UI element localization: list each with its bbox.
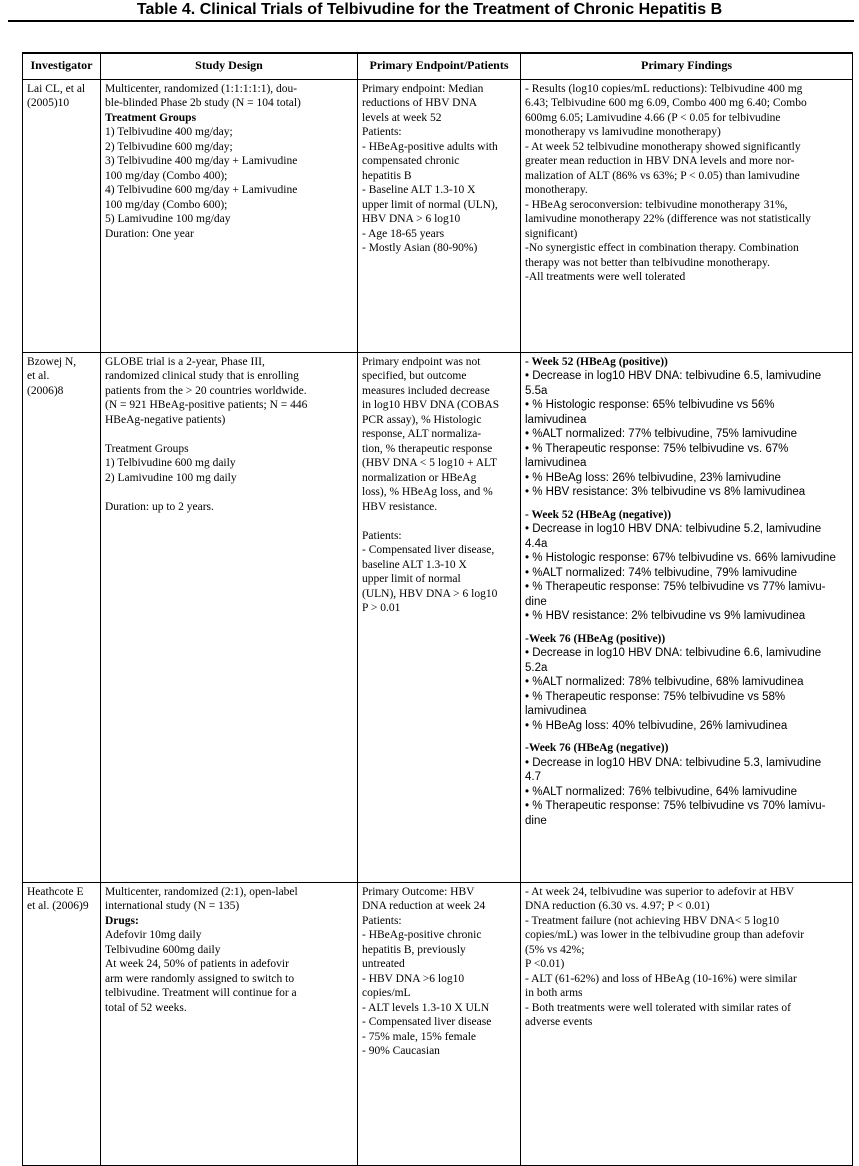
header-row (23, 53, 853, 79)
title-underline (8, 20, 854, 22)
findings-line: -No synergistic effect in combination therapy. Combination (525, 242, 799, 254)
findings-line: therapy was not better than telbivudine monotherapy. (525, 256, 770, 269)
design-line: Multicenter, randomized (1:1:1:1:1), dou- (105, 82, 298, 95)
design-line: 3) Telbivudine 400 mg/day + Lamivudine (105, 155, 298, 167)
findings-line: 5.5a (525, 384, 548, 397)
findings-line: 5.2a (525, 661, 548, 674)
endpoint-line: HBV resistance. (362, 500, 438, 513)
design-line: international study (N = 135) (105, 900, 240, 912)
endpoint-line: - Compensated liver disease, (362, 544, 495, 556)
design-line: GLOBE trial is a 2-year, Phase III, (105, 355, 265, 368)
endpoint-line: loss), % HBeAg loss, and % (362, 486, 493, 498)
investigator-line: et al. (27, 370, 50, 382)
findings-line: dine (525, 595, 547, 608)
endpoint-line: - Mostly Asian (80-90%) (362, 242, 478, 254)
design-line: Multicenter, randomized (2:1), open-label (105, 885, 298, 898)
design-line: arm were randomly assigned to switch to (105, 972, 295, 985)
findings-line: • %ALT normalized: 78% telbivudine, 68% lamivudinea (525, 676, 804, 688)
endpoint-line: - HBeAg-positive adults with (362, 140, 498, 153)
clinical-trials-table (22, 52, 853, 1166)
findings-line (525, 624, 848, 632)
design-line: Treatment Groups (105, 442, 189, 455)
findings-line (525, 500, 848, 508)
endpoint-line: measures included decrease (362, 384, 490, 397)
cell-findings (521, 882, 853, 1165)
endpoint-line: compensated chronic (362, 155, 460, 167)
cell-endpoint (358, 882, 521, 1165)
findings-line: - At week 24, telbivudine was superior to adefovir at HBV (525, 885, 795, 898)
findings-line: • %ALT normalized: 74% telbivudine, 79% lamivudine (525, 566, 798, 579)
table-row (23, 79, 853, 352)
findings-line: 600mg 6.05; Lamivudine 4.66 (P < 0.05 for telbivudine (525, 111, 781, 124)
findings-line: • % Histologic response: 67% telbivudine vs. 66% lamivudine (525, 552, 836, 564)
endpoint-line: hepatitis B, previously (362, 943, 466, 956)
endpoint-line: Patients: (362, 914, 402, 927)
design-line (105, 485, 353, 500)
endpoint-line: P > 0.01 (362, 602, 401, 614)
findings-line: -Week 76 (HBeAg (positive)) (525, 632, 666, 645)
investigator-line: et al. (2006)9 (27, 900, 89, 912)
design-line: Treatment Groups (105, 111, 197, 124)
findings-line: - Week 52 (HBeAg (negative)) (525, 508, 672, 521)
findings-line: - Results (log10 copies/mL reductions): Telbivudine 400 mg (525, 82, 803, 95)
findings-line: -All treatments were well tolerated (525, 271, 686, 283)
endpoint-line: - HBeAg-positive chronic (362, 929, 482, 941)
design-line: Duration: One year (105, 227, 194, 240)
endpoint-line: untreated (362, 958, 405, 970)
endpoint-line: Patients: (362, 126, 402, 138)
findings-line: 4.7 (525, 771, 541, 783)
design-line: Drugs: (105, 914, 139, 927)
header-investigator: Investigator (23, 53, 101, 79)
cell-design (101, 79, 358, 352)
findings-line: • Decrease in log10 HBV DNA: telbivudine 5.3, lamivudine (525, 756, 822, 769)
findings-line: - Week 52 (HBeAg (positive)) (525, 355, 668, 368)
endpoint-line: in log10 HBV DNA (COBAS (362, 399, 500, 411)
findings-line: significant) (525, 227, 578, 240)
findings-line: lamivudine monotherapy 22% (difference was not statistically (525, 213, 811, 225)
design-line: 2) Telbivudine 600 mg/day; (105, 140, 233, 153)
investigator-line: (2006)8 (27, 384, 64, 397)
header-study-design: Study Design (101, 53, 358, 79)
findings-line: DNA reduction (6.30 vs. 4.97; P < 0.01) (525, 900, 710, 912)
design-line: 1) Telbivudine 600 mg daily (105, 457, 236, 469)
findings-line: monotherapy. (525, 184, 588, 196)
design-line: 4) Telbivudine 600 mg/day + Lamivudine (105, 184, 298, 196)
findings-line: • % Therapeutic response: 75% telbivudine vs. 67% (525, 442, 789, 455)
design-line: 1) Telbivudine 400 mg/day; (105, 126, 233, 138)
endpoint-line: reductions of HBV DNA (362, 97, 478, 109)
endpoint-line: copies/mL (362, 987, 411, 999)
endpoint-line: Patients: (362, 529, 402, 542)
cell-findings (521, 79, 853, 352)
findings-line: - Treatment failure (not achieving HBV DNA< 5 log10 (525, 914, 780, 927)
design-line: 2) Lamivudine 100 mg daily (105, 471, 237, 484)
endpoint-line: - 90% Caucasian (362, 1045, 440, 1057)
findings-line: • % Therapeutic response: 75% telbivudine vs 70% lamivu- (525, 800, 826, 812)
findings-line: • % Histologic response: 65% telbivudine vs 56% (525, 399, 775, 411)
endpoint-line: baseline ALT 1.3-10 X (362, 558, 467, 571)
findings-line: • %ALT normalized: 76% telbivudine, 64% lamivudine (525, 785, 798, 798)
findings-line: monotherapy vs lamivudine monotherapy) (525, 126, 721, 138)
findings-line: malization of ALT (86% vs 63%; P < 0.05) than lamivudine (525, 169, 800, 182)
findings-line: lamivudinea (525, 705, 587, 717)
findings-line: 4.4a (525, 537, 548, 550)
findings-line: adverse events (525, 1016, 593, 1028)
endpoint-line: Primary Outcome: HBV (362, 885, 475, 898)
findings-line: lamivudinea (525, 457, 587, 469)
investigator-line: Lai CL, et al (27, 82, 86, 95)
endpoint-line: tion, % therapeutic response (362, 442, 493, 455)
endpoint-line: PCR assay), % Histologic (362, 413, 482, 426)
findings-line: greater mean reduction in HBV DNA levels and more nor- (525, 155, 795, 167)
endpoint-line: - Compensated liver disease (362, 1016, 492, 1028)
header-primary-findings: Primary Findings (521, 53, 853, 79)
endpoint-line: - Baseline ALT 1.3-10 X (362, 184, 476, 196)
findings-line: lamivudinea (525, 413, 587, 426)
design-line: total of 52 weeks. (105, 1001, 187, 1014)
endpoint-line: levels at week 52 (362, 111, 442, 124)
findings-line: - At week 52 telbivudine monotherapy showed significantly (525, 140, 801, 153)
endpoint-line: hepatitis B (362, 169, 412, 182)
design-line: (N = 921 HBeAg-positive patients; N = 446 (105, 399, 308, 411)
findings-line: • Decrease in log10 HBV DNA: telbivudine 6.5, lamivudine (525, 370, 822, 382)
design-line (105, 427, 353, 442)
endpoint-line: normalization or HBeAg (362, 471, 477, 484)
endpoint-line: Primary endpoint: Median (362, 82, 484, 95)
cell-investigator (23, 882, 101, 1165)
findings-line: copies/mL) was lower in the telbivudine group than adefovir (525, 929, 805, 941)
design-line: Duration: up to 2 years. (105, 500, 214, 513)
findings-line: P <0.01) (525, 958, 565, 970)
findings-line: • % HBeAg loss: 26% telbivudine, 23% lamivudine (525, 471, 781, 484)
endpoint-line: HBV DNA > 6 log10 (362, 213, 461, 225)
findings-line: • Decrease in log10 HBV DNA: telbivudine 5.2, lamivudine (525, 523, 822, 535)
endpoint-line: response, ALT normaliza- (362, 428, 482, 440)
findings-line: dine (525, 814, 547, 827)
cell-endpoint (358, 352, 521, 882)
findings-line: • %ALT normalized: 77% telbivudine, 75% lamivudine (525, 428, 798, 440)
cell-investigator (23, 352, 101, 882)
cell-endpoint (358, 79, 521, 352)
endpoint-line: Primary endpoint was not (362, 355, 481, 368)
findings-line: 6.43; Telbivudine 600 mg 6.09, Combo 400 mg 6.40; Combo (525, 97, 807, 109)
findings-line: in both arms (525, 987, 583, 999)
endpoint-line: - Age 18-65 years (362, 227, 445, 240)
design-line: Adefovir 10mg daily (105, 929, 202, 941)
design-line: patients from the > 20 countries worldwide. (105, 384, 307, 397)
findings-line: • % Therapeutic response: 75% telbivudine vs 58% (525, 690, 786, 703)
endpoint-line: - 75% male, 15% female (362, 1030, 476, 1043)
findings-line: • Decrease in log10 HBV DNA: telbivudine 6.6, lamivudine (525, 647, 822, 659)
design-line: 100 mg/day (Combo 400); (105, 169, 228, 182)
findings-line: - Both treatments were well tolerated with similar rates of (525, 1001, 792, 1014)
table-row (23, 882, 853, 1165)
table-row (23, 352, 853, 882)
endpoint-line: upper limit of normal (ULN), (362, 198, 498, 211)
endpoint-line: specified, but outcome (362, 370, 467, 382)
endpoint-line: - HBV DNA >6 log10 (362, 972, 465, 985)
findings-line: • % HBV resistance: 3% telbivudine vs 8% lamivudinea (525, 486, 806, 498)
investigator-line: Bzowej N, (27, 355, 77, 368)
findings-line: • % HBV resistance: 2% telbivudine vs 9% lamivudinea (525, 610, 806, 622)
design-line: ble-blinded Phase 2b study (N = 104 total) (105, 97, 301, 109)
findings-line: • % Therapeutic response: 75% telbivudine vs 77% lamivu- (525, 581, 826, 593)
design-line: 5) Lamivudine 100 mg/day (105, 213, 231, 225)
design-line: Telbivudine 600mg daily (105, 943, 221, 956)
design-line: At week 24, 50% of patients in adefovir (105, 958, 289, 970)
investigator-line: (2005)10 (27, 97, 70, 109)
table-title: Table 4. Clinical Trials of Telbivudine for the Treatment of Chronic Hepatitis B (136, 1, 723, 18)
endpoint-line: (ULN), HBV DNA > 6 log10 (362, 587, 498, 600)
findings-line: -Week 76 (HBeAg (negative)) (525, 742, 669, 754)
findings-line: (5% vs 42%; (525, 943, 585, 956)
cell-design (101, 352, 358, 882)
endpoint-line: (HBV DNA < 5 log10 + ALT (362, 457, 498, 469)
cell-design (101, 882, 358, 1165)
design-line: randomized clinical study that is enrolling (105, 370, 299, 382)
findings-line: • % HBeAg loss: 40% telbivudine, 26% lamivudinea (525, 719, 788, 732)
cell-findings (521, 352, 853, 882)
findings-line: - ALT (61-62%) and loss of HBeAg (10-16%) were similar (525, 972, 797, 985)
endpoint-line (362, 514, 516, 529)
findings-line: - HBeAg seroconversion: telbivudine monotherapy 31%, (525, 198, 788, 211)
cell-investigator (23, 79, 101, 352)
endpoint-line: - ALT levels 1.3-10 X ULN (362, 1001, 490, 1014)
findings-line (525, 733, 848, 741)
endpoint-line: DNA reduction at week 24 (362, 900, 486, 912)
design-line: HBeAg-negative patients) (105, 413, 226, 426)
investigator-line: Heathcote E (27, 885, 84, 898)
design-line: 100 mg/day (Combo 600); (105, 198, 228, 211)
design-line: telbivudine. Treatment will continue for a (105, 987, 297, 999)
header-primary-endpoint: Primary Endpoint/Patients (358, 53, 521, 79)
endpoint-line: upper limit of normal (362, 573, 461, 585)
